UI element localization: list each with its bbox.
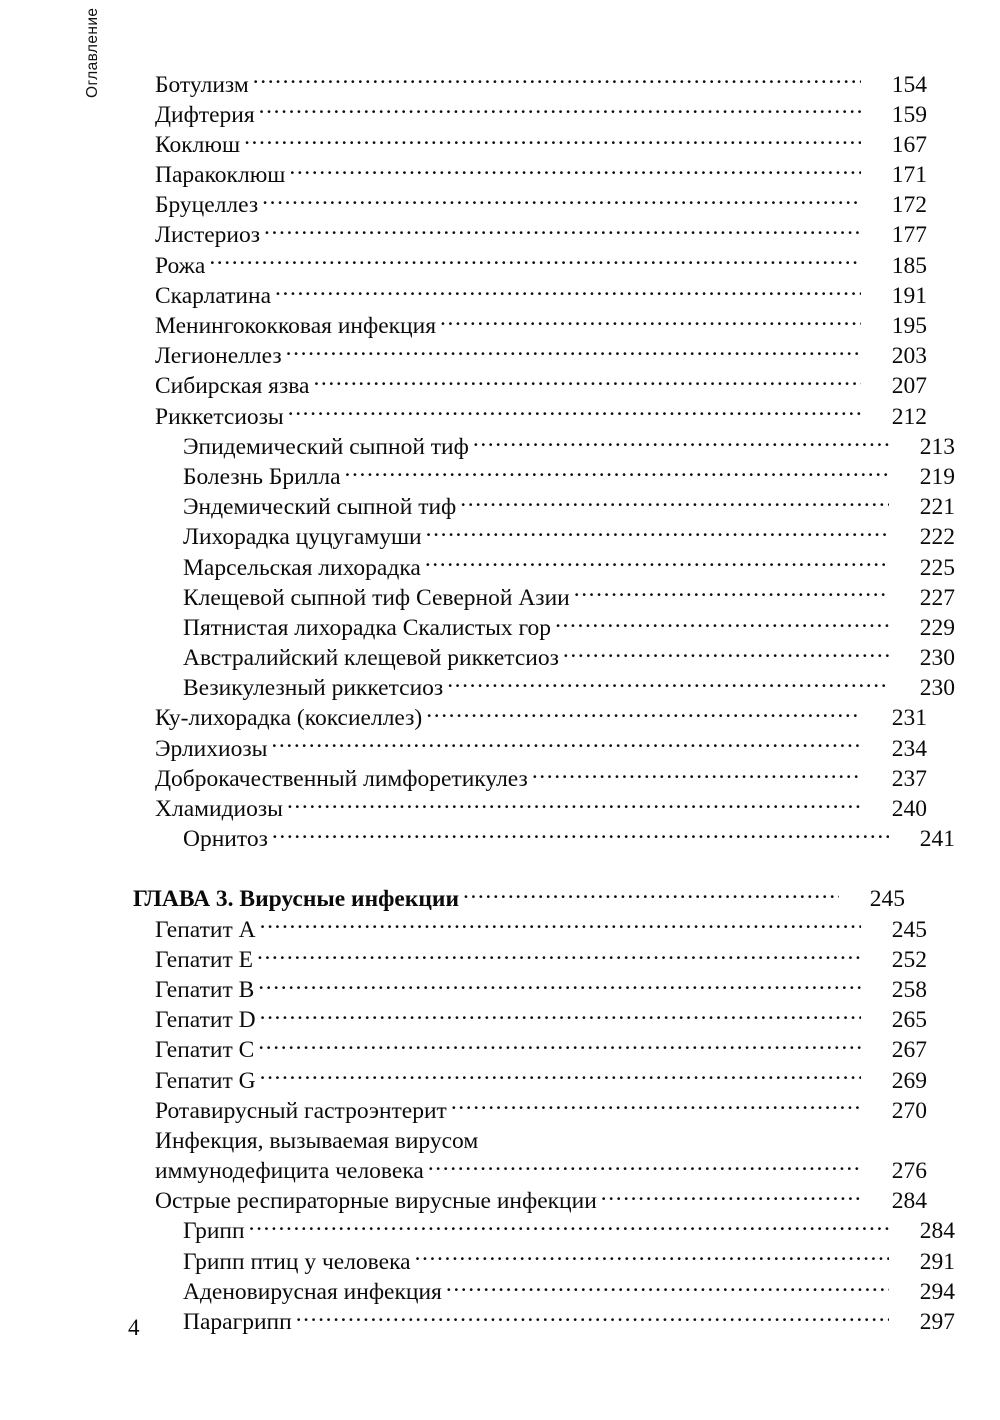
toc-entry[interactable] — [133, 1215, 955, 1245]
toc-dot-leader — [259, 98, 861, 122]
toc-entry-title: Гепатит С — [155, 1037, 255, 1064]
toc-dot-leader — [428, 1155, 861, 1179]
toc-entry[interactable] — [133, 732, 927, 762]
toc-entry-title: Бруцеллез — [155, 192, 259, 219]
toc-dot-leader — [287, 793, 861, 817]
toc-entry-title: Клещевой сыпной тиф Северной Азии — [183, 584, 570, 611]
toc-dot-leader — [426, 702, 861, 726]
toc-entry-title: ГЛАВА 3. Вирусные инфекции — [133, 886, 459, 913]
toc-dot-leader — [260, 1004, 861, 1028]
toc-dot-leader — [460, 491, 889, 515]
toc-entry-page-number: 245 — [869, 886, 905, 913]
toc-dot-leader — [345, 460, 889, 484]
page-folio-number: 4 — [128, 1315, 140, 1340]
toc-dot-leader — [244, 128, 861, 152]
toc-dot-leader — [249, 1215, 889, 1239]
toc-dot-leader — [257, 943, 861, 967]
toc-dot-leader — [555, 611, 889, 635]
toc-entry-title: Гепатит В — [155, 976, 255, 1003]
toc-entry-title: Пятнистая лихорадка Скалистых гор — [183, 614, 552, 641]
toc-entry[interactable] — [133, 611, 955, 641]
toc-dot-leader — [482, 1124, 861, 1148]
toc-entry-page-number: 222 — [919, 524, 955, 551]
toc-entry[interactable] — [133, 1094, 927, 1124]
toc-entry-title: Орнитоз — [183, 826, 268, 853]
toc-entry-title: Грипп — [183, 1218, 245, 1245]
toc-entry[interactable] — [133, 1004, 927, 1034]
toc-entry[interactable] — [133, 430, 955, 460]
toc-dot-leader — [426, 521, 889, 545]
toc-entry-title: Инфекция, вызываемая вирусом — [155, 1127, 479, 1154]
toc-entry-title: Хламидиозы — [155, 796, 283, 822]
toc-entry-title: Листериоз — [155, 222, 261, 249]
toc-entry[interactable] — [133, 793, 927, 823]
toc-entry[interactable] — [133, 913, 927, 943]
toc-dot-leader — [260, 1064, 861, 1088]
toc-entry[interactable] — [133, 642, 955, 672]
toc-entry-page-number: 265 — [891, 1007, 927, 1034]
toc-entry[interactable] — [133, 762, 927, 792]
toc-entry[interactable] — [133, 189, 927, 219]
toc-entry-page-number: 207 — [891, 373, 927, 400]
toc-entry-title: Болезнь Брилла — [183, 463, 341, 490]
toc-entry-page-number: 167 — [891, 131, 927, 158]
toc-entry-page-number: 171 — [891, 162, 927, 189]
toc-dot-leader — [415, 1245, 889, 1269]
toc-entry[interactable] — [133, 521, 955, 551]
toc-entry-page-number: 195 — [891, 313, 927, 339]
toc-entry-page-number: 245 — [891, 916, 927, 943]
toc-entry-page-number: 172 — [891, 192, 927, 219]
toc-entry[interactable] — [133, 400, 927, 430]
toc-entry-page-number: 159 — [891, 101, 927, 128]
toc-entry-page-number: 276 — [891, 1158, 927, 1185]
toc-entry-title: Парагрипп — [183, 1309, 292, 1335]
toc-dot-leader — [262, 189, 861, 213]
toc-entry[interactable] — [133, 310, 927, 340]
toc-dot-leader — [264, 219, 861, 243]
toc-dot-leader — [440, 310, 861, 334]
toc-dot-leader — [563, 642, 889, 666]
toc-entry-title: Эрлихиозы — [155, 735, 268, 762]
toc-entry[interactable] — [133, 672, 955, 702]
toc-entry-page-number: 270 — [891, 1097, 927, 1124]
toc-entry[interactable] — [133, 159, 927, 189]
toc-dot-leader — [258, 1034, 861, 1058]
running-head-label: Оглавление — [84, 7, 101, 98]
toc-entry-page-number: 297 — [919, 1309, 955, 1335]
toc-entry-page-number: 284 — [891, 1188, 927, 1215]
toc-entry-page-number: 219 — [919, 463, 955, 490]
toc-entry[interactable] — [133, 1064, 927, 1094]
toc-dot-leader — [253, 68, 861, 92]
toc-entry-title: Грипп птиц у человека — [183, 1248, 411, 1275]
toc-entry[interactable] — [133, 1245, 955, 1275]
toc-entry-page-number: 177 — [891, 222, 927, 249]
toc-entry-title: Менингококковая инфекция — [155, 313, 437, 339]
toc-entry-page-number: 227 — [919, 584, 955, 611]
toc-entry[interactable] — [133, 581, 955, 611]
toc-entry-title: Ротавирусный гастроэнтерит — [155, 1097, 447, 1124]
toc-entry[interactable] — [133, 491, 955, 521]
toc-dot-leader — [532, 762, 861, 786]
toc-entry-page-number: 213 — [919, 433, 955, 460]
toc-entry-page-number: 185 — [891, 252, 927, 279]
toc-dot-leader — [313, 370, 861, 394]
toc-entry-page-number: 237 — [891, 765, 927, 792]
toc-entry-title: Австралийский клещевой риккетсиоз — [183, 645, 559, 672]
toc-entry[interactable] — [133, 823, 955, 853]
toc-entry-title: Ботулизм — [155, 71, 249, 98]
toc-entry-page-number: 234 — [891, 735, 927, 762]
toc-entry-title: иммунодефицита человека — [155, 1158, 424, 1185]
toc-entry[interactable] — [133, 1034, 927, 1064]
toc-entry-title: Коклюш — [155, 131, 241, 158]
toc-entry[interactable] — [133, 1155, 927, 1185]
toc-entry-title: Гепатит G — [155, 1067, 256, 1094]
toc-entry-title: Рожа — [155, 252, 206, 279]
toc-dot-leader — [260, 913, 861, 937]
toc-entry[interactable] — [133, 973, 927, 1003]
toc-entry[interactable] — [133, 1306, 955, 1336]
toc-dot-leader — [473, 430, 889, 454]
toc-entry[interactable] — [133, 1185, 927, 1215]
toc-entry-title: Доброкачественный лимфоретикулез — [155, 765, 528, 792]
toc-entry-title: Аденовирусная инфекция — [183, 1278, 442, 1305]
toc-entry[interactable] — [133, 98, 927, 128]
toc-entry[interactable] — [133, 279, 927, 309]
toc-entry[interactable] — [133, 1124, 927, 1154]
toc-entry-title: Эндемический сыпной тиф — [183, 494, 457, 521]
toc-entry-page-number: 212 — [891, 403, 927, 430]
toc-entry-title: Острые респираторные вирусные инфекции — [155, 1188, 597, 1215]
toc-entry-page-number: 230 — [919, 675, 955, 702]
toc-entry[interactable] — [133, 68, 927, 98]
toc-entry-page-number: 221 — [919, 494, 955, 521]
toc-entry-title: Скарлатина — [155, 282, 272, 309]
toc-dot-leader — [209, 249, 861, 273]
toc-dot-leader — [286, 340, 861, 364]
toc-dot-leader — [258, 973, 861, 997]
toc-entry-page-number: 267 — [891, 1037, 927, 1064]
toc-entry[interactable] — [133, 370, 927, 400]
toc-entry-page-number: 230 — [919, 645, 955, 672]
toc-entry-title: Эпидемический сыпной тиф — [183, 433, 469, 460]
toc-entry-page-number: 231 — [891, 705, 927, 732]
toc-entry[interactable] — [133, 249, 927, 279]
toc-dot-leader — [272, 823, 889, 847]
toc-entry-page-number: 229 — [919, 614, 955, 641]
toc-entry-page-number: 291 — [919, 1248, 955, 1275]
toc-dot-leader — [271, 732, 861, 756]
toc-dot-leader — [574, 581, 889, 605]
toc-entry-page-number: 258 — [891, 976, 927, 1003]
toc-entry-page-number: 240 — [891, 796, 927, 822]
toc-entry-page-number: 191 — [891, 282, 927, 309]
toc-entry-title: Сибирская язва — [155, 373, 310, 400]
toc-entry-title: Лихорадка цуцугамуши — [183, 524, 422, 551]
toc-entry-page-number: 154 — [891, 71, 927, 98]
toc-entry-title: Гепатит Е — [155, 946, 253, 973]
toc-entry-title: Паракоклюш — [155, 162, 286, 189]
toc-entry-title: Риккетсиозы — [155, 403, 284, 430]
toc-entry-page-number: 241 — [919, 826, 955, 853]
toc-dot-leader — [296, 1306, 889, 1330]
toc-dot-leader — [447, 672, 889, 696]
toc-dot-leader — [451, 1094, 861, 1118]
toc-chapter-entry[interactable] — [133, 883, 905, 913]
table-of-contents — [133, 68, 955, 1336]
toc-entry[interactable] — [133, 219, 927, 249]
toc-dot-leader — [425, 551, 889, 575]
toc-dot-leader — [446, 1275, 889, 1299]
toc-entry-page-number: 294 — [919, 1278, 955, 1305]
toc-entry-title: Легионеллез — [155, 343, 282, 370]
toc-dot-leader — [289, 159, 861, 183]
toc-entry[interactable] — [133, 460, 955, 490]
toc-entry-title: Гепатит А — [155, 916, 256, 943]
toc-dot-leader — [463, 883, 839, 907]
toc-entry-page-number: 225 — [919, 554, 955, 581]
toc-entry[interactable] — [133, 340, 927, 370]
toc-section-gap — [133, 853, 905, 883]
toc-entry-page-number: 203 — [891, 343, 927, 370]
toc-dot-leader — [275, 279, 861, 303]
toc-entry-page-number: 284 — [919, 1218, 955, 1245]
toc-entry-page-number: 269 — [891, 1067, 927, 1094]
toc-entry-title: Дифтерия — [155, 101, 255, 128]
toc-entry-page-number: 252 — [891, 946, 927, 973]
toc-entry-title: Везикулезный риккетсиоз — [183, 675, 444, 702]
toc-entry[interactable] — [133, 943, 927, 973]
toc-entry[interactable] — [133, 128, 927, 158]
toc-entry[interactable] — [133, 1275, 955, 1305]
toc-entry-title: Гепатит D — [155, 1007, 256, 1034]
toc-dot-leader — [601, 1185, 861, 1209]
toc-dot-leader — [288, 400, 861, 424]
toc-entry[interactable] — [133, 551, 955, 581]
toc-entry-title: Ку-лихорадка (коксиеллез) — [155, 705, 423, 732]
toc-entry-title: Марсельская лихорадка — [183, 554, 421, 581]
toc-entry[interactable] — [133, 702, 927, 732]
